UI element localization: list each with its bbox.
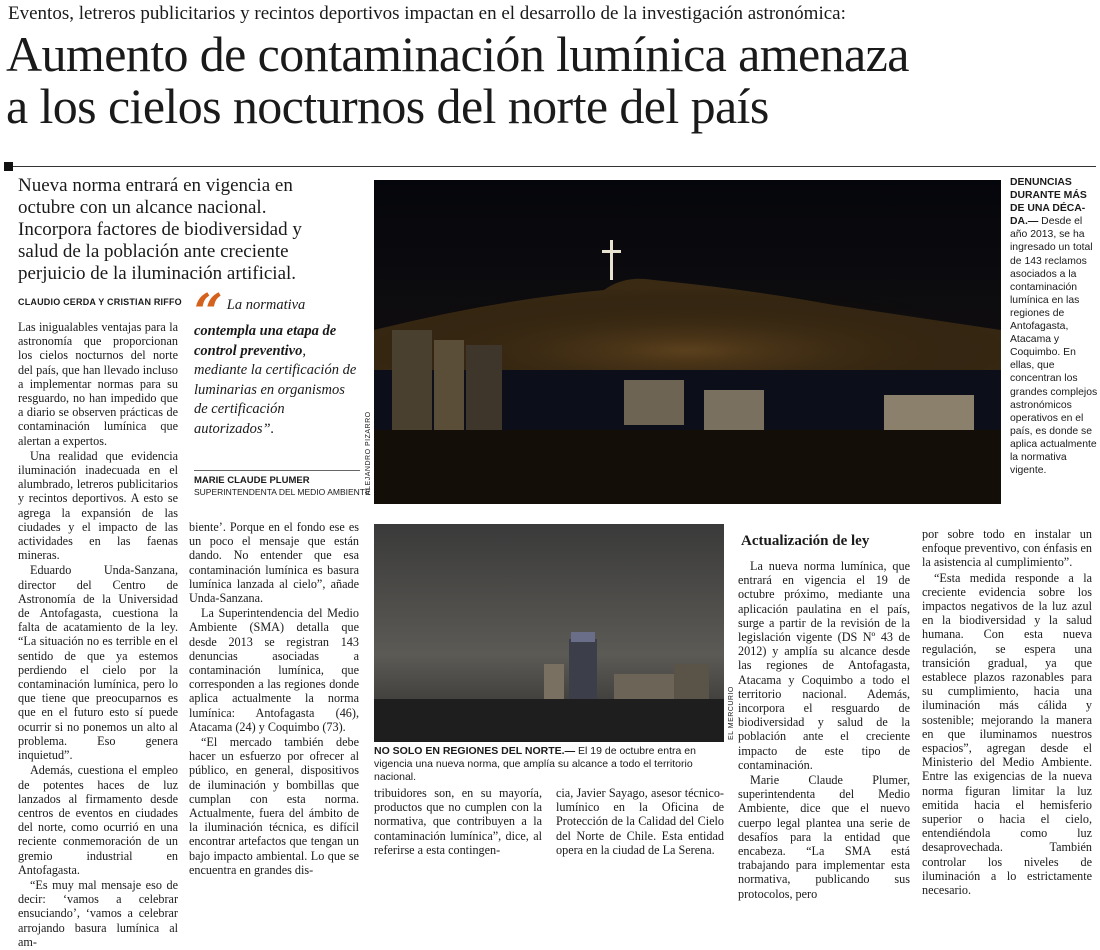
headline-line-1: Aumento de contaminación lumínica amenaza	[6, 26, 909, 82]
photo-credit-1: ALEJANDRO PIZARRO	[365, 411, 372, 495]
deck: Nueva norma entrará en vigencia en octubre con un alcance nacional. Incorpora factores de biodiversidad y salud de la población ante creciente perjuicio de la iluminación artificial.	[18, 175, 302, 284]
quote-mark-icon: “	[194, 282, 223, 341]
quote-author-role: SUPERINTENDENTA DEL MEDIO AMBIENTE	[194, 487, 371, 497]
paragraph: “Es muy mal mensaje eso de decir: ‘vamos a celebrar ensuciando’, ‘vamos a celebrar arrojando basura lumínica al am-	[18, 877, 178, 949]
paragraph: Eduardo Unda-Sanzana, director del Centro de Astronomía de la Universidad de Antofagasta, cuestiona la falta de acatamiento de la ley. “La situación no es terrible en el sentido de que ya estemos perdiendo el cielo por la contaminación lumínica, pero lo que tiene que preocuparnos es que en el futuro esto sí puede ocurrir si no ponemos un alto al problema. Eso genera inquietud”.	[18, 563, 178, 763]
byline: CLAUDIO CERDA Y CRISTIAN RIFFO	[18, 297, 182, 307]
photo-caption-2: NO SOLO EN REGIONES DEL NORTE.— El 19 de octubre entra en vigencia una nueva norma, que amplía su alcance a todo el territorio nacional.	[374, 745, 696, 783]
photo-caption-1: DENUNCIAS DURANTE MÁS DE UNA DÉCA-DA.— Desde el año 2013, se ha ingresado un total de 143 reclamos asociados a la contaminación lumínica en las regiones de Antofagasta, Atacama y Coquimbo. En ellas, que concentran los grandes complejos astronómicos operativos en el país, es donde se aplica actualmente la normativa vigente.	[1010, 177, 1098, 477]
quote-divider	[194, 470, 360, 471]
foggy-city-illustration	[374, 524, 724, 742]
header-rule	[8, 166, 1096, 167]
rule-marker	[4, 162, 13, 171]
kicker: Eventos, letreros publicitarios y recintos deportivos impactan en el desarrollo de la investigación astronómica:	[8, 3, 846, 24]
paragraph: biente’. Porque en el fondo ese es un poco el mensaje que están dando. No entender que esa contaminación lumínica es basura lumínica lanzada al cielo”, añade Unda-Sanzana.	[189, 520, 359, 606]
column-2	[189, 520, 359, 878]
column-3	[374, 786, 542, 858]
paragraph: “Esta medida responde a la creciente evidencia sobre los impactos negativos de la luz azul en la biodiversidad y la salud humana. Con esta nueva regulación, se espera una transición gradual, ya que establece plazos razonables para su cumplimiento, hacia una iluminación más cálida y sostenible; mejorando la manera en que iluminamos nuestros espacios”, agregan desde el Ministerio del Medio Ambiente. Entre las exigencias de la nueva norma figuran limitar la luz emitida hacia el hemisferio superior o hacia el cielo, entendiéndola como luz desaprovechada. También controlar los niveles de iluminación a lo estrictamente necesario.	[922, 570, 1092, 898]
column-4	[556, 786, 724, 858]
foggy-city-photo	[374, 524, 724, 742]
headline-line-2: a los cielos nocturnos del norte del país	[6, 78, 769, 134]
headline	[6, 28, 1096, 132]
quote-author: MARIE CLAUDE PLUMER	[194, 475, 310, 486]
paragraph: Una realidad que evidencia iluminación inadecuada en el alumbrado, letreros publicitarios y recintos deportivos. A esto se agrega la expansión de las ciudades y el impacto de las actividades en las faenas mineras.	[18, 448, 178, 563]
column-6	[922, 527, 1092, 898]
paragraph: Marie Claude Plumer, superintendenta del Medio Ambiente, dice que el nuevo cuerpo legal plantea una serie de desafíos para la entidad que encabeza. “La SMA está trabajando para implementar esta normativa, publicando sus protocolos, pero	[738, 773, 910, 901]
paragraph: Las inigualables ventajas para la astronomía que proporcionan los cielos nocturnos del norte del país, que han llevado incluso a implementar normas para su resguardo, no han impedido que a diario se observen prácticas de contaminación lumínica que alertan a expertos.	[18, 320, 178, 448]
paragraph: Además, cuestiona el empleo de potentes haces de luz lanzados al firmamento desde centros de eventos en ciudades del norte, como ocurrió en una reciente conmemoración de un gremio industrial en Antofagasta.	[18, 763, 178, 877]
night-city-photo	[374, 180, 1001, 504]
paragraph: cia, Javier Sayago, asesor técnico-lumínico en la Oficina de Protección de la Calidad del Cielo del Norte de Chile. Esta entidad opera en la ciudad de La Serena.	[556, 786, 724, 857]
column-1	[18, 320, 178, 950]
paragraph: La Superintendencia del Medio Ambiente (SMA) detalla que desde 2013 se registran 143 denuncias asociadas a contaminación lumínica, que corresponden a las regiones donde aplica actualmente la norma lumínica: Antofagasta (46), Atacama (24) y Coquimbo (73).	[189, 606, 359, 734]
paragraph: “El mercado también debe hacer un esfuerzo por ofrecer al público, en general, dispositivos de iluminación y bombillas que cumplan con esta norma. Actualmente, fuera del ámbito de la iluminación técnica, es difícil encontrar artefactos que tengan un bajo impacto ambiental. Lo que se encuentra en grandes dis-	[189, 735, 359, 877]
night-city-illustration	[374, 180, 1001, 504]
column-5	[738, 559, 910, 902]
photo-credit-2: EL MERCURIO	[728, 686, 735, 740]
section-heading: Actualización de ley	[741, 533, 870, 549]
paragraph: por sobre todo en instalar un enfoque preventivo, con énfasis en la asistencia al cumplimiento”.	[922, 527, 1092, 570]
paragraph: tribuidores son, en su mayoría, productos que no cumplen con la normativa, que contribuyen a la contaminación lumínica”, dice, al referirse a esta contingen-	[374, 786, 542, 857]
pull-quote: “ La normativa contempla una etapa de control preventivo, mediante la certificación de luminarias en organismos de certificación autorizados”.	[194, 282, 357, 437]
paragraph: La nueva norma lumínica, que entrará en vigencia el 19 de octubre próximo, mediante una aplicación paulatina en el país, surge a partir de la revisión de la legislación vigente (DS Nº 43 de 2012) y amplía su alcance desde las regiones de Antofagasta, Atacama y Coquimbo a todo el territorio nacional. Además, incorpora el resguardo de biodiversidad y salud de la población ante el creciente impacto de este tipo de contaminación.	[738, 559, 910, 772]
